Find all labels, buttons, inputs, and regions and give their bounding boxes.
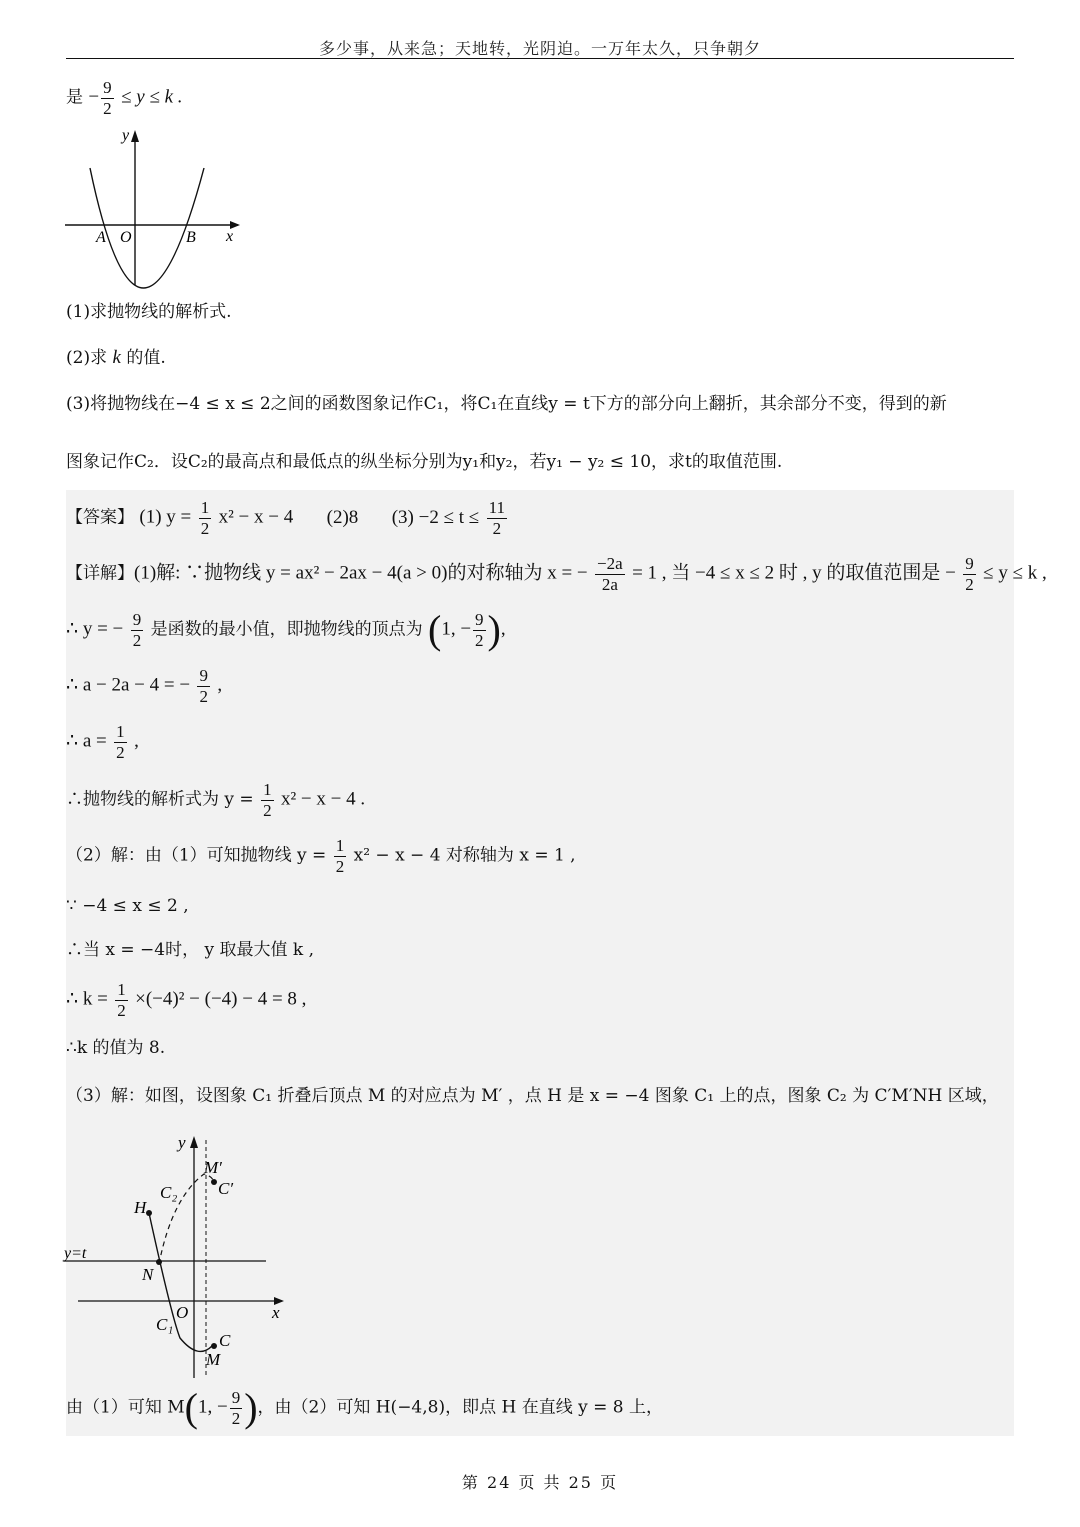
answer-line: 【答案】 (1) y = $\frac{1}{2}$ x² − x − 4 (2)8 (3) −2 ≤ t ≤ $\frac{11}{2}$	[66, 498, 505, 538]
detail-line-6: （2）解：由（1）可知抛物线 y = $\frac{1}{2}$ x² − x − 4 对称轴为 x = 1 ,	[66, 836, 576, 876]
label-O: O	[176, 1303, 189, 1322]
parabola-curve	[90, 168, 204, 288]
label-M-prime: M′	[204, 1158, 222, 1177]
detail-line-11: （3）解：如图，设图象 C₁ 折叠后顶点 M 的对应点为 M′ ，点 H 是 x = −4 图象 C₁ 上的点，图象 C₂ 为 C′M′NH 区域，	[66, 1086, 999, 1106]
point-H	[146, 1210, 152, 1216]
detail-line-1: 【详解】(1)解: ∵抛物线 y = ax² − 2ax − 4(a > 0)的对称轴为 x = − $\frac{-2a}{2a}$ = 1 , 当 −4 ≤ x ≤ 2 时 , y 的取值范围是 − $\frac{9}{2}$ ≤ y ≤ k ,	[66, 554, 1047, 594]
detail-line-5: ∴抛物线的解析式为 y = $\frac{1}{2}$ x² − x − 4 .	[66, 780, 366, 820]
detail-line-2: ∴ y = − $\frac{9}{2}$ 是函数的最小值，即抛物线的顶点为 (1, − $\frac{9}{2}$ ),	[66, 607, 506, 653]
intro-line: 是 − $\frac{9}{2}$ ≤ y ≤ k .	[66, 78, 183, 118]
page-footer: 第 24 页 共 25 页	[461, 1473, 619, 1492]
question-2: (2)求 k 的值.	[66, 347, 166, 368]
label-M: M	[206, 1350, 221, 1369]
label-A: A	[96, 229, 106, 246]
detail-line-10: ∴k 的值为 8.	[66, 1038, 166, 1058]
page-header-motto: 多少事，从来急；天地转，光阴迫。一万年太久，只争朝夕	[318, 39, 761, 58]
point-C	[211, 1343, 217, 1349]
y-axis-arrow	[131, 130, 139, 142]
intro-range: ≤ y ≤ k .	[121, 86, 183, 108]
label-C1: C₁	[156, 1315, 174, 1334]
fold-figure	[62, 1128, 302, 1384]
label-y: y	[122, 127, 130, 144]
detail-line-7: ∵ −4 ≤ x ≤ 2 ,	[66, 896, 189, 916]
detail-label: 【详解】	[66, 563, 134, 584]
label-B: B	[186, 229, 196, 246]
header-rule	[66, 58, 1014, 59]
label-C-prime: C′	[218, 1179, 234, 1198]
detail-line-4: ∴ a = $\frac{1}{2}$ ,	[66, 722, 139, 762]
parabola-figure	[60, 122, 250, 290]
point-C-prime	[211, 1179, 217, 1185]
label-C2: C₂	[160, 1183, 178, 1202]
y-axis-arrow	[190, 1136, 198, 1148]
fraction-9-2: $\frac{9}{2}$	[103, 78, 112, 118]
label-y-equals-t: y=t	[64, 1245, 87, 1262]
question-1: (1)求抛物线的解析式.	[66, 302, 232, 322]
label-C: C	[219, 1331, 231, 1350]
label-x: x	[272, 1303, 280, 1322]
intro-prefix: 是	[66, 87, 83, 108]
detail-line-12: 由（1）可知 M(1, − $\frac{9}{2}$ )，由（2）可知 H(−4,8)，即点 H 在直线 y = 8 上，	[66, 1385, 664, 1431]
question-3-line-2: 图象记作C₂．设C₂的最高点和最低点的纵坐标分别为y₁和y₂，若y₁ − y₂ ≤ 10，求t的取值范围.	[66, 452, 783, 472]
label-H: H	[134, 1198, 147, 1217]
label-x: x	[226, 228, 234, 245]
detail-line-9: ∴ k = $\frac{1}{2}$ ×(−4)² − (−4) − 4 = 8 ,	[66, 980, 307, 1020]
label-y: y	[178, 1133, 186, 1152]
label-N: N	[142, 1265, 154, 1284]
question-3-line-1: (3)将抛物线在−4 ≤ x ≤ 2之间的函数图象记作C₁，将C₁在直线y = t下方的部分向上翻折，其余部分不变，得到的新	[66, 394, 947, 414]
detail-line-8: ∴当 x = −4时， y 取最大值 k ,	[66, 940, 315, 960]
label-O: O	[120, 229, 132, 246]
detail-line-3: ∴ a − 2a − 4 = − $\frac{9}{2}$ ,	[66, 666, 223, 706]
point-N	[156, 1259, 162, 1265]
answer-label: 【答案】	[66, 507, 134, 528]
